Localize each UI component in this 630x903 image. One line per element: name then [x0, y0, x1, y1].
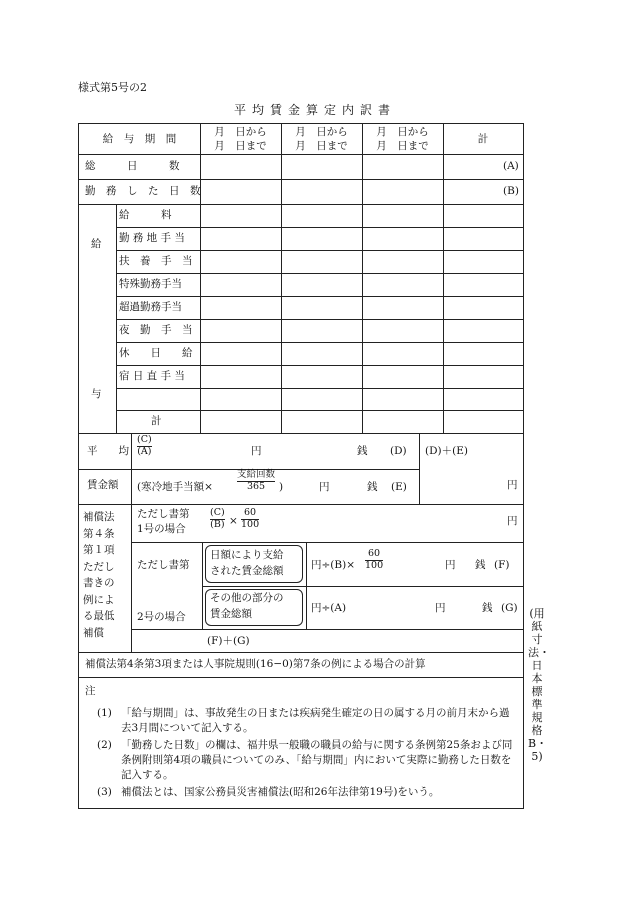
average-label-1: 平 均: [87, 445, 129, 457]
cold-allowance-prefix: (寒冷地手当額×: [137, 481, 213, 493]
note-number: (2): [97, 739, 112, 751]
worked-days-label: 勤 務 し た 日 数: [85, 185, 201, 197]
fraction-denominator-b: (B): [210, 518, 225, 530]
pay-item-night-watch-allowance: 宿 日 直 手 当: [119, 370, 185, 382]
payment-count: 支給回数: [237, 469, 276, 480]
daily-wage-label-line1: 日額により支給: [210, 549, 284, 561]
notes-heading: 注: [85, 685, 96, 697]
d-plus-e-yen: 円: [507, 479, 518, 491]
denominator-100: 100: [365, 559, 384, 571]
note-number: (3): [97, 786, 112, 798]
pay-item-overtime-allowance: 超過勤務手当: [119, 301, 182, 313]
pay-item-holiday-pay: 休 日 給: [119, 347, 193, 359]
period-3-to: 月 日まで: [376, 140, 429, 152]
fraction-numerator-c: (C): [137, 434, 152, 445]
cold-sen-unit: 銭: [367, 481, 378, 493]
min-comp-label-line: る最低: [83, 610, 115, 622]
pay-item-night-duty-allowance: 夜 勤 手 当: [119, 324, 193, 336]
cold-allowance-suffix: ): [279, 481, 284, 493]
pay-item-salary: 給 料: [119, 209, 172, 221]
rule-calculation-line: 補償法第4条第3項または人事院規則(16−0)第7条の例による場合の計算: [85, 658, 426, 670]
note-number: (1): [97, 707, 112, 719]
mark-d: (D): [390, 445, 407, 457]
d-plus-e-label: (D)＋(E): [425, 445, 468, 457]
min-comp-label-line: 第１項: [83, 544, 115, 556]
period-3-from: 月 日から: [376, 126, 429, 138]
average-fraction: [137, 435, 152, 458]
paper-size-note: (用紙寸法・日本標準規格B・5): [528, 607, 550, 763]
period-2-to: 月 日まで: [295, 140, 348, 152]
period-label: 給 与 期 間: [102, 133, 177, 145]
case2-fraction-60-100: [365, 549, 383, 572]
f-plus-g-label: (F)＋(G): [207, 635, 250, 647]
case1-yen-unit: 円: [507, 515, 518, 527]
period-1-to: 月 日まで: [214, 140, 267, 152]
denominator-100: 100: [241, 518, 260, 530]
min-comp-label-line: ただし: [83, 560, 115, 573]
other-wage-label-line2: 賃金総額: [210, 608, 252, 620]
daily-wage-formula: 円÷(B)×: [311, 559, 356, 571]
period-1-from: 月 日から: [214, 126, 267, 138]
form-table: [78, 123, 524, 809]
pay-group-label-top: 給: [91, 238, 102, 250]
mark-f: (F): [494, 559, 510, 571]
mark-g: (G): [501, 602, 518, 614]
case1-label-line2: 1号の場合: [137, 523, 186, 535]
numerator-60: 60: [244, 507, 257, 518]
case1-fraction-cb: [210, 508, 225, 531]
fraction-numerator-c: (C): [210, 507, 225, 518]
case1-fraction-60-100: [241, 508, 259, 531]
daily-yen-unit: 円: [445, 559, 456, 571]
average-sen-unit: 銭: [357, 445, 368, 457]
cold-allowance-fraction: [237, 470, 275, 493]
min-comp-label: [83, 509, 129, 641]
note-text: 「給与期間」は、事故発生の日または疾病発生確定の日の属する月の前月末から過去3月間について記入する。: [121, 707, 510, 735]
days-365: 365: [246, 480, 266, 492]
other-sen-unit: 銭: [482, 602, 493, 614]
note-item: [91, 738, 513, 784]
daily-sen-unit: 銭: [475, 559, 486, 571]
total-days-mark: (A): [503, 160, 519, 172]
daily-wage-label-line2: された賃金総額: [210, 565, 284, 577]
worked-days-mark: (B): [503, 185, 519, 197]
period-2-from: 月 日から: [295, 126, 348, 138]
case2-label-line1: ただし書第: [137, 559, 190, 571]
note-text: 「勤務した日数」の欄は、福井県一般職の職員の給与に関する条例第25条および同条例附則第4項の職員についてのみ、「給与期間」内において実際に勤務した日数を記入する。: [121, 739, 513, 782]
total-days-label: 総 日 数: [85, 160, 180, 172]
pay-group-label-bottom: 与: [91, 388, 102, 400]
min-comp-label-line: 補償: [83, 626, 104, 639]
pay-item-regional-allowance: 勤 務 地 手 当: [119, 232, 185, 244]
note-item: [91, 706, 513, 736]
case2-label-line2: 2号の場合: [137, 611, 186, 623]
note-text: 補償法とは、国家公務員災害補償法(昭和26年法律第19号)をいう。: [121, 786, 440, 798]
mark-e: (E): [391, 481, 407, 493]
min-comp-label-line: 書きの: [83, 577, 115, 589]
document-title: 平均賃金算定内訳書: [233, 103, 396, 117]
min-comp-label-line: 例によ: [83, 593, 115, 606]
average-yen-unit: 円: [251, 445, 262, 457]
note-item: [91, 785, 513, 800]
cold-yen-unit: 円: [319, 481, 330, 493]
min-comp-label-line: 第４条: [83, 527, 115, 540]
pay-subtotal-label: 計: [151, 415, 162, 427]
pay-item-dependent-allowance: 扶 養 手 当: [119, 255, 193, 267]
fraction-denominator-a: (A): [137, 445, 152, 457]
other-yen-unit: 円: [435, 602, 446, 614]
pay-item-special-duty-allowance: 特殊勤務手当: [119, 278, 182, 290]
times-sign: ×: [229, 515, 238, 527]
numerator-60: 60: [368, 548, 381, 559]
case1-label-line1: ただし書第: [137, 508, 190, 520]
other-wage-formula: 円÷(A): [311, 602, 347, 614]
total-column-label: 計: [477, 133, 489, 145]
average-label-2: 賃金額: [87, 479, 119, 491]
form-number: 様式第5号の2: [78, 81, 147, 94]
other-wage-label-line1: その他の部分の: [210, 592, 284, 604]
min-comp-label-line: 補償法: [83, 511, 115, 523]
